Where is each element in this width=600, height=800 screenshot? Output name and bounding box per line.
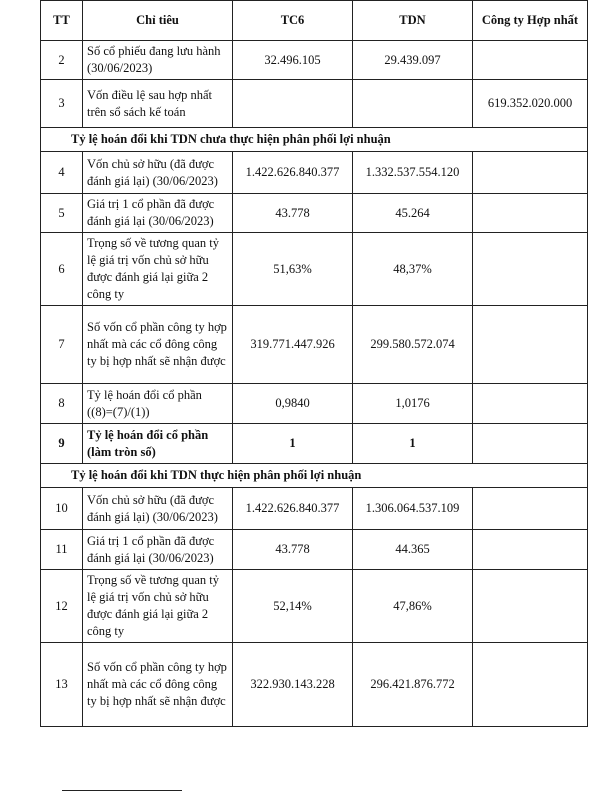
row-label: Giá trị 1 cổ phần đã được đánh giá lại (30/06/2023) [83, 530, 233, 570]
row-tt: 5 [41, 194, 83, 233]
table-row [41, 643, 588, 727]
row-tc6: 43.778 [233, 194, 353, 233]
row-hop-nhat [473, 41, 588, 80]
header-tt: TT [41, 1, 83, 41]
header-chi-tieu: Chỉ tiêu [83, 1, 233, 41]
row-hop-nhat [473, 530, 588, 570]
row-tc6: 43.778 [233, 530, 353, 570]
row-hop-nhat [473, 194, 588, 233]
row-tdn: 1.332.537.554.120 [353, 152, 473, 194]
table-row [41, 152, 588, 194]
row-tt: 3 [41, 80, 83, 128]
section-row [41, 128, 588, 152]
row-tt: 11 [41, 530, 83, 570]
row-tt: 13 [41, 643, 83, 727]
row-tdn: 299.580.572.074 [353, 306, 473, 384]
header-row [41, 1, 588, 41]
row-hop-nhat: 619.352.020.000 [473, 80, 588, 128]
table-row [41, 80, 588, 128]
exchange-ratio-table [40, 0, 588, 727]
table-row [41, 384, 588, 424]
row-hop-nhat [473, 152, 588, 194]
row-hop-nhat [473, 424, 588, 464]
row-label: Trọng số về tương quan tỷ lệ giá trị vốn chủ sở hữu được đánh giá lại giữa 2 công ty [83, 233, 233, 306]
row-tdn: 44.365 [353, 530, 473, 570]
row-tc6: 322.930.143.228 [233, 643, 353, 727]
section-title-after-distribution: Tỷ lệ hoán đổi khi TDN thực hiện phân phối lợi nhuận [41, 464, 588, 488]
table-row [41, 488, 588, 530]
footnote-rule [62, 790, 182, 791]
row-tt: 6 [41, 233, 83, 306]
table-row [41, 530, 588, 570]
section-title-before-distribution: Tỷ lệ hoán đổi khi TDN chưa thực hiện phân phối lợi nhuận [41, 128, 588, 152]
table-row [41, 424, 588, 464]
row-tc6: 1 [233, 424, 353, 464]
row-tdn: 1,0176 [353, 384, 473, 424]
table-row [41, 233, 588, 306]
row-tt: 8 [41, 384, 83, 424]
row-hop-nhat [473, 233, 588, 306]
row-tt: 2 [41, 41, 83, 80]
row-tc6: 51,63% [233, 233, 353, 306]
row-tc6 [233, 80, 353, 128]
row-tdn: 296.421.876.772 [353, 643, 473, 727]
row-hop-nhat [473, 570, 588, 643]
row-tdn: 45.264 [353, 194, 473, 233]
row-tc6: 52,14% [233, 570, 353, 643]
table-row [41, 570, 588, 643]
row-tdn: 1 [353, 424, 473, 464]
row-label: Số cổ phiếu đang lưu hành (30/06/2023) [83, 41, 233, 80]
row-tt: 10 [41, 488, 83, 530]
row-hop-nhat [473, 488, 588, 530]
row-label: Trọng số về tương quan tỷ lệ giá trị vốn chủ sở hữu được đánh giá lại giữa 2 công ty [83, 570, 233, 643]
row-label: Vốn điều lệ sau hợp nhất trên sổ sách kế toán [83, 80, 233, 128]
row-tc6: 32.496.105 [233, 41, 353, 80]
row-tt: 12 [41, 570, 83, 643]
row-label: Tỷ lệ hoán đổi cổ phần (làm tròn số) [83, 424, 233, 464]
table-row [41, 194, 588, 233]
row-label: Số vốn cổ phần công ty hợp nhất mà các cổ đông công ty bị hợp nhất sẽ nhận được [83, 643, 233, 727]
table-row [41, 41, 588, 80]
header-tdn: TDN [353, 1, 473, 41]
row-label: Vốn chủ sở hữu (đã được đánh giá lại) (30/06/2023) [83, 488, 233, 530]
row-hop-nhat [473, 643, 588, 727]
row-tc6: 319.771.447.926 [233, 306, 353, 384]
row-label: Tỷ lệ hoán đổi cổ phần ((8)=(7)/(1)) [83, 384, 233, 424]
row-label: Số vốn cổ phần công ty hợp nhất mà các cổ đông công ty bị hợp nhất sẽ nhận được [83, 306, 233, 384]
row-label: Giá trị 1 cổ phần đã được đánh giá lại (30/06/2023) [83, 194, 233, 233]
table-body [41, 41, 588, 727]
table-row [41, 306, 588, 384]
row-tdn: 29.439.097 [353, 41, 473, 80]
row-tt: 4 [41, 152, 83, 194]
row-tt: 7 [41, 306, 83, 384]
row-tc6: 1.422.626.840.377 [233, 488, 353, 530]
row-hop-nhat [473, 384, 588, 424]
row-hop-nhat [473, 306, 588, 384]
section-row [41, 464, 588, 488]
row-tdn: 1.306.064.537.109 [353, 488, 473, 530]
header-hop-nhat: Công ty Hợp nhất [473, 1, 588, 41]
row-tdn: 48,37% [353, 233, 473, 306]
row-label: Vốn chủ sở hữu (đã được đánh giá lại) (30/06/2023) [83, 152, 233, 194]
row-tt: 9 [41, 424, 83, 464]
row-tc6: 0,9840 [233, 384, 353, 424]
row-tc6: 1.422.626.840.377 [233, 152, 353, 194]
row-tdn [353, 80, 473, 128]
row-tdn: 47,86% [353, 570, 473, 643]
header-tc6: TC6 [233, 1, 353, 41]
